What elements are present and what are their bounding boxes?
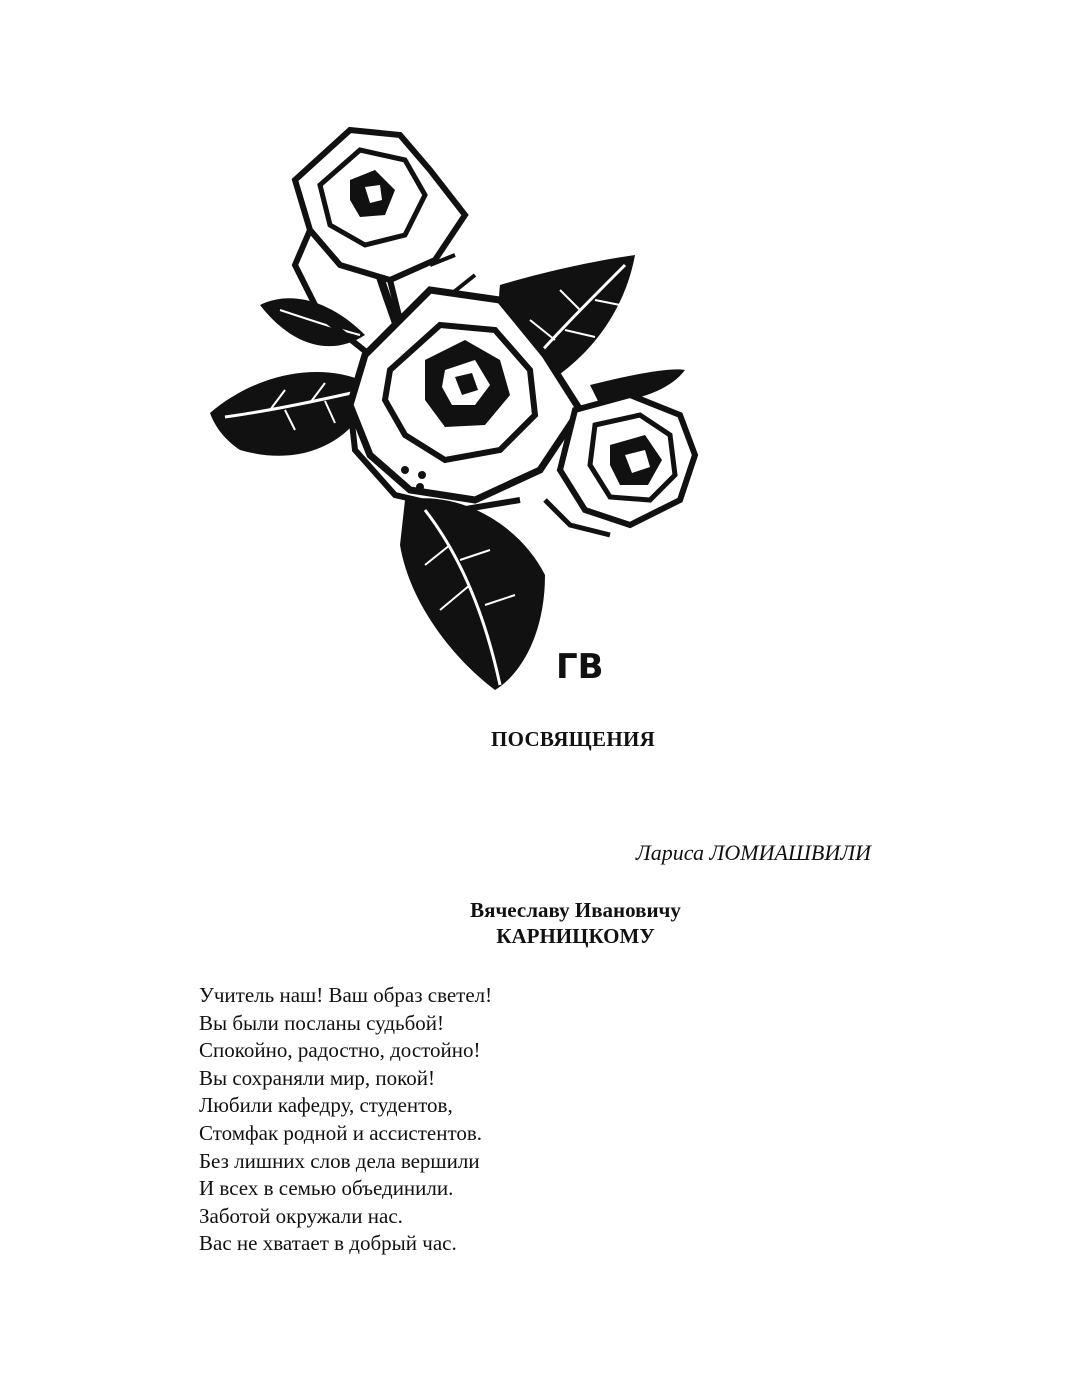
dedication-line-2: КАРНИЦКОМУ xyxy=(496,924,655,948)
dedication-line-1: Вячеславу Ивановичу xyxy=(470,898,681,922)
leaf-bottom xyxy=(400,498,545,690)
poem-line: Спокойно, радостно, достойно! xyxy=(199,1038,481,1063)
section-title: ПОСВЯЩЕНИЯ xyxy=(490,727,656,751)
poem-line: Вы были посланы судьбой! xyxy=(199,1010,445,1035)
poem-line: Стомфак родной и ассистентов. xyxy=(199,1120,483,1145)
poem-line: Заботой окружали нас. xyxy=(199,1203,403,1228)
poem-line: Учитель наш! Ваш образ светел! xyxy=(199,983,493,1007)
author-name: Лариса ЛОМИАШВИЛИ xyxy=(635,840,871,865)
poem-line: Вас не хватает в добрый час. xyxy=(199,1231,457,1256)
poem-line: Вы сохраняли мир, покой! xyxy=(199,1065,435,1090)
poem-line: Любили кафедру, студентов, xyxy=(199,1093,453,1118)
poem-line: Без лишних слов дела вершили xyxy=(199,1148,480,1173)
monogram-mark: ГВ xyxy=(556,647,604,687)
dedication-heading xyxy=(0,897,1071,949)
rose-drawing xyxy=(200,105,710,705)
rose-illustration xyxy=(200,105,710,705)
poem xyxy=(199,982,492,1258)
poem-line: И всех в семью объединили. xyxy=(199,1176,454,1201)
